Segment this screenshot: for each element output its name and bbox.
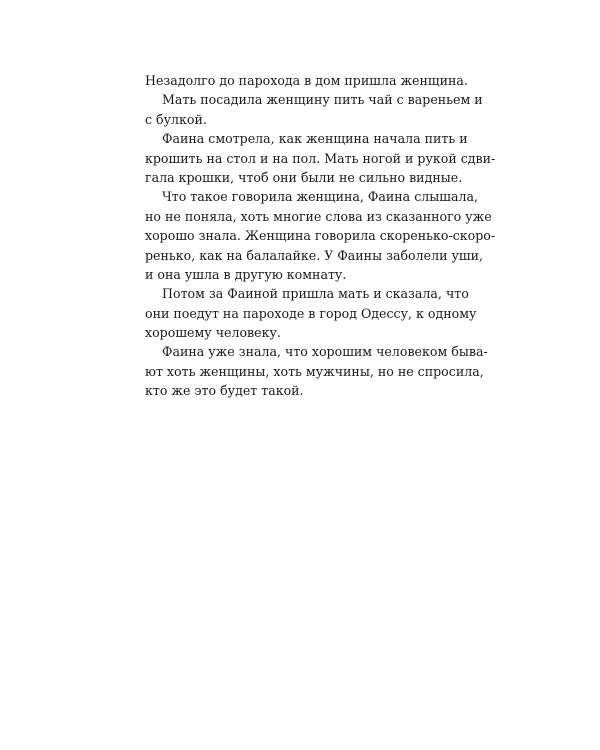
paragraph-2 (145, 90, 483, 129)
text-line: они поедут на пароходе в город Одессу, к одному (145, 305, 477, 321)
text-line: Фаина уже знала, что хорошим человеком быва- (162, 344, 488, 360)
text-line: Фаина смотрела, как женщина начала пить и (162, 131, 468, 147)
paragraph-1 (145, 71, 468, 90)
text-line: Незадолго до парохода в дом пришла женщина. (145, 73, 468, 88)
text-line: Что такое говорила женщина, Фаина слышала, (162, 189, 478, 205)
text-line: ют хоть женщины, хоть мужчины, но не спросила, (145, 363, 484, 379)
text-line: гала крошки, чтоб они были не сильно видные. (145, 169, 463, 185)
text-line: ренько, как на балалайке. У Фаины заболели уши, (145, 247, 484, 263)
text-line: хорошо знала. Женщина говорила скоренько-скоро- (145, 228, 496, 244)
text-line: и она ушла в другую комнату. (145, 266, 347, 282)
text-line: но не поняла, хоть многие слова из сказанного уже (145, 208, 492, 224)
text-line: Потом за Фаиной пришла мать и сказала, что (162, 286, 469, 302)
text-line: крошить на стол и на пол. Мать ногой и рукой сдви- (145, 150, 496, 166)
text-line: кто же это будет такой. (145, 383, 304, 399)
paragraph-4 (145, 187, 496, 284)
paragraph-5 (145, 284, 477, 342)
paragraph-3 (145, 129, 496, 187)
text-line: с булкой. (145, 111, 207, 127)
body-text (145, 71, 496, 401)
paragraph-6 (145, 342, 488, 400)
text-line: Мать посадила женщину пить чай с вареньем и (162, 92, 483, 108)
text-line: хорошему человеку. (145, 325, 281, 341)
